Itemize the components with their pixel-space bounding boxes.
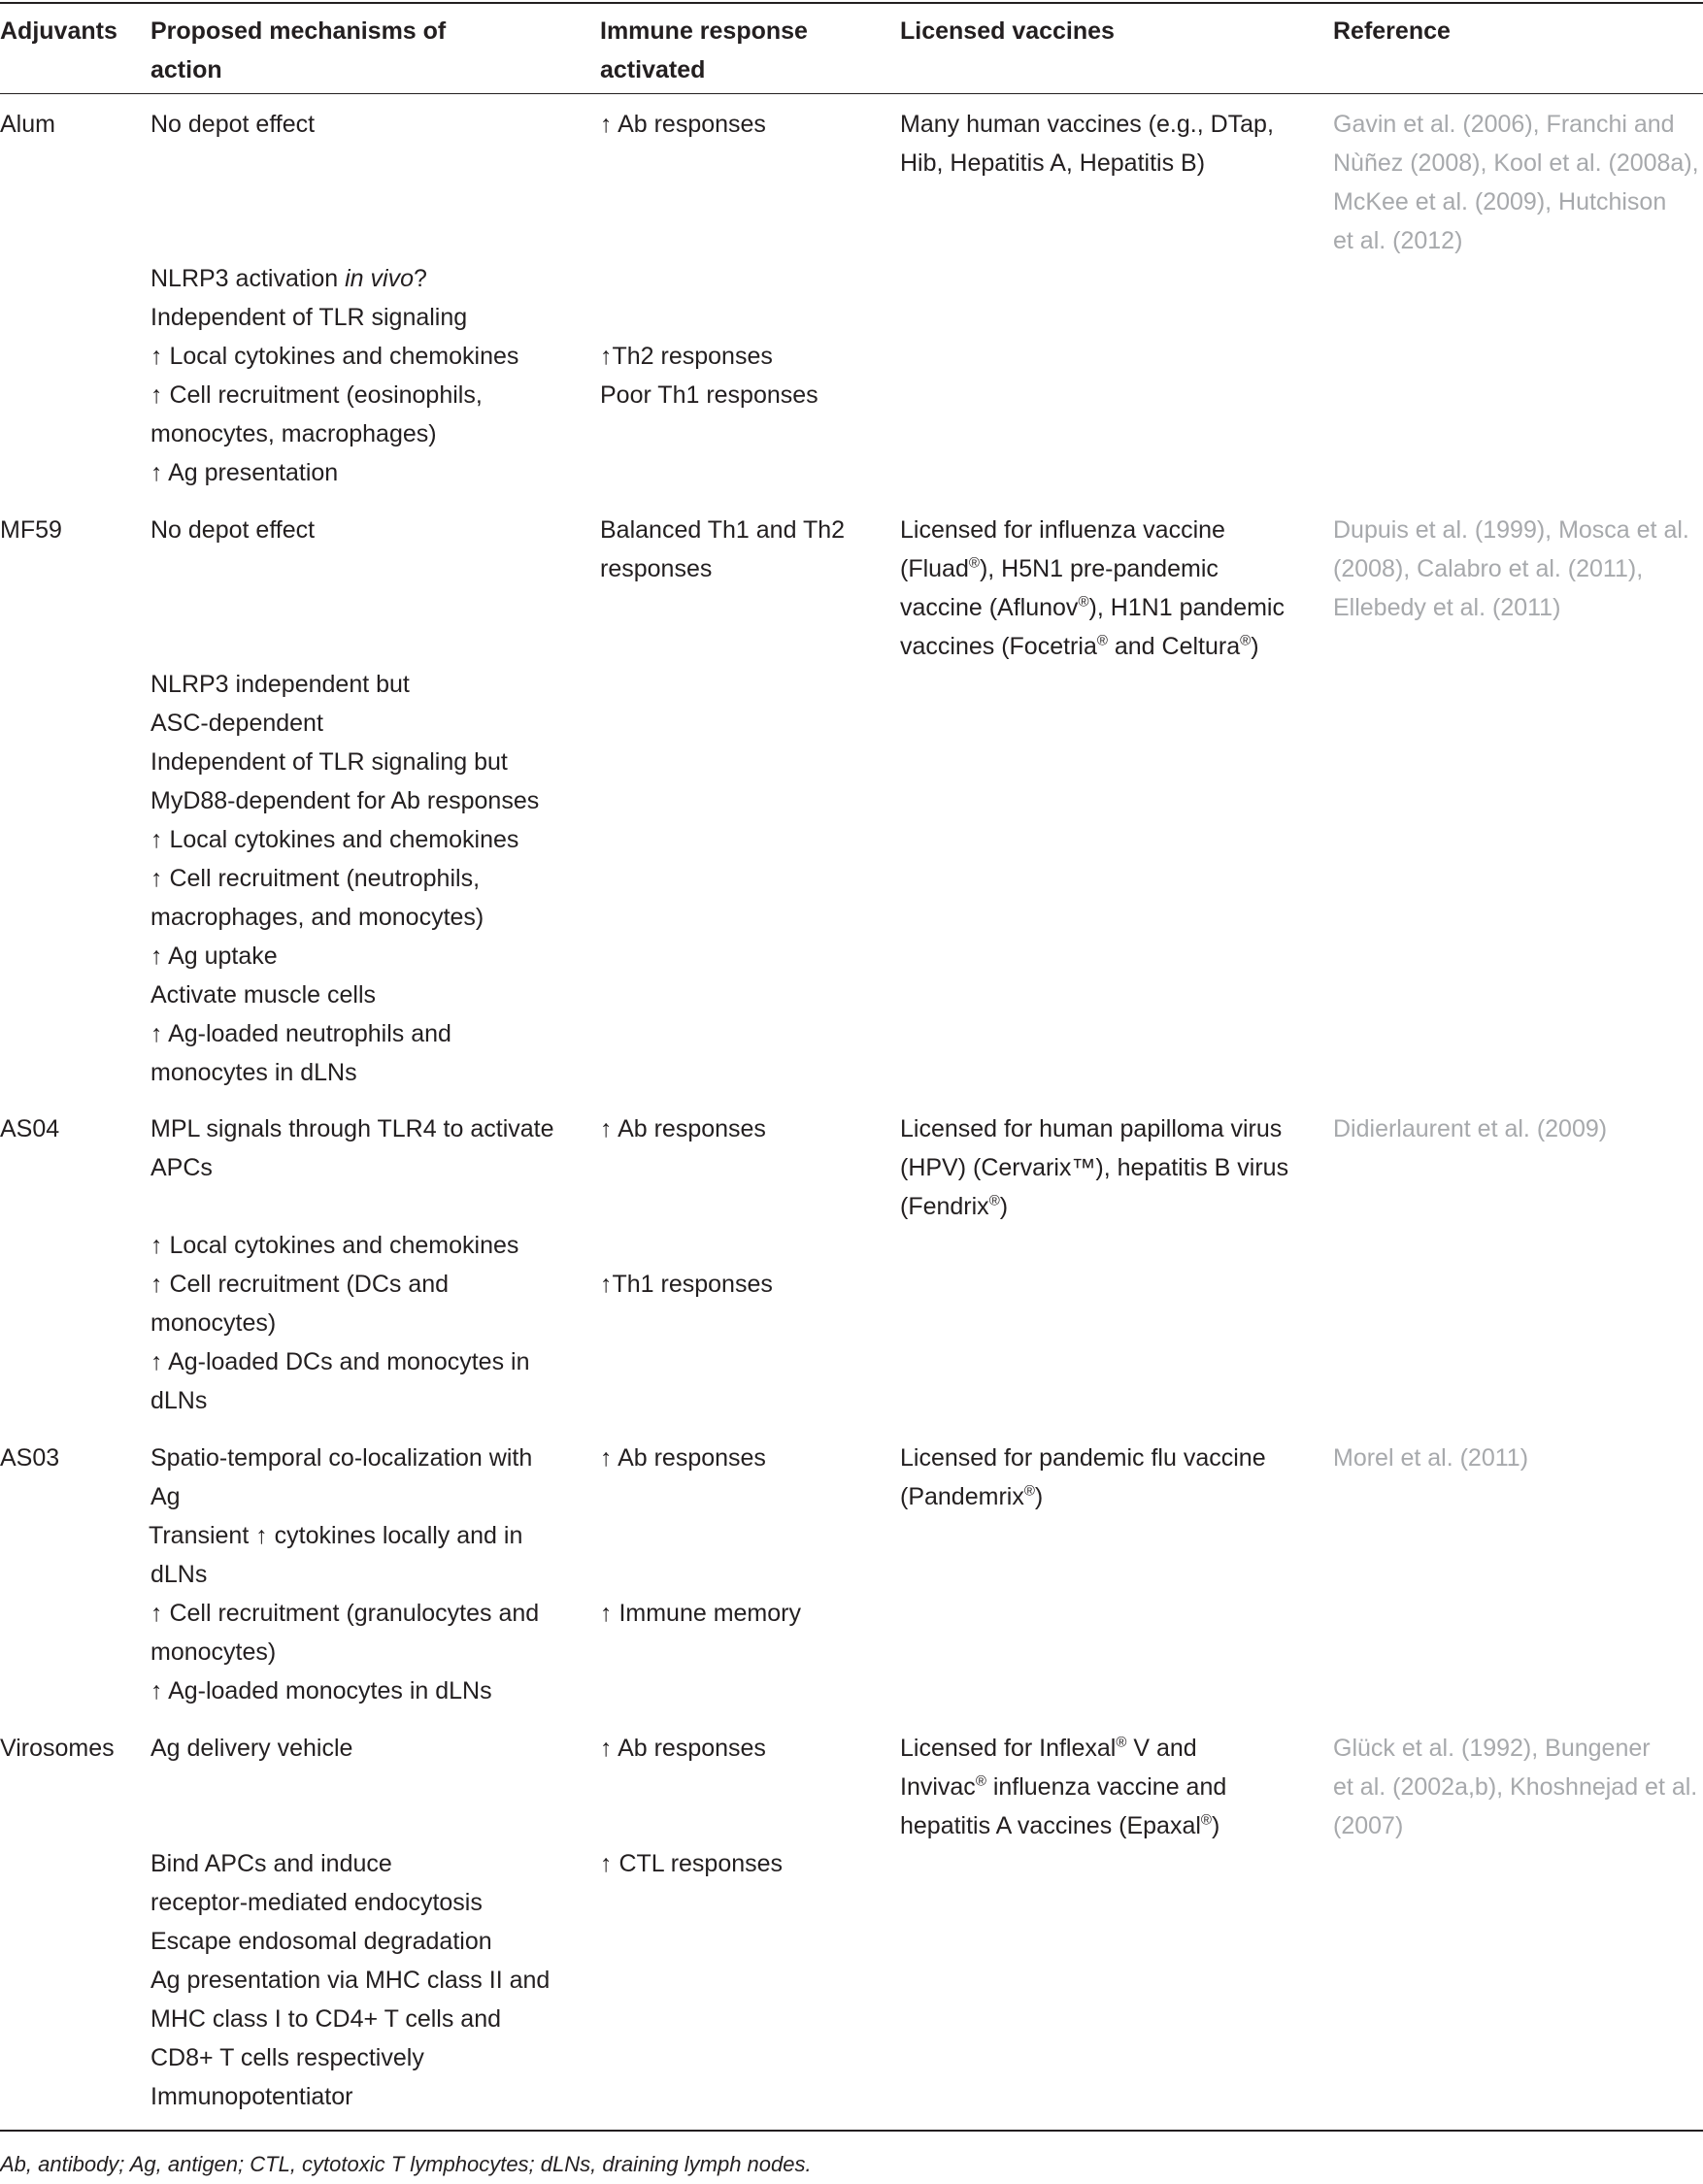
as04-reference: Didierlaurent et al. (2009) — [1333, 1115, 1608, 1142]
alum-mechanism: ↑ Ag presentation — [150, 459, 339, 486]
as04-mechanism: ↑ Local cytokines and chemokines — [150, 1232, 519, 1259]
mf59-mechanism: No depot effect — [150, 516, 316, 544]
as03-mechanism: Ag — [150, 1483, 181, 1510]
table-footnote: Ab, antibody; Ag, antigen; CTL, cytotoxic T lymphocytes; dLNs, draining lymph nodes. — [0, 2152, 812, 2176]
as03-licensed-vaccines: Licensed for pandemic flu vaccine — [900, 1444, 1266, 1472]
mf59-licensed-vaccines: vaccine (Aflunov®), H1N1 pandemic — [900, 593, 1285, 621]
as04-licensed-vaccines: (Fendrix®) — [900, 1192, 1009, 1220]
virosomes-licensed-vaccines: Invivac® influenza vaccine and — [900, 1772, 1227, 1801]
adjuvant-name-alum: Alum — [0, 111, 55, 138]
adjuvant-name-as03: AS03 — [0, 1444, 60, 1472]
as04-mechanism: ↑ Cell recruitment (DCs and — [150, 1271, 450, 1298]
adjuvant-name-virosomes: Virosomes — [0, 1735, 115, 1762]
mf59-licensed-vaccines: Licensed for influenza vaccine — [900, 516, 1225, 544]
mf59-mechanism: Independent of TLR signaling but — [150, 748, 508, 776]
virosomes-mechanism: receptor-mediated endocytosis — [150, 1889, 483, 1916]
as03-mechanism: dLNs — [150, 1561, 208, 1588]
alum-reference: McKee et al. (2009), Hutchison — [1333, 188, 1667, 215]
mf59-mechanism: ↑ Local cytokines and chemokines — [150, 826, 519, 853]
virosomes-reference: et al. (2002a,b), Khoshnejad et al. — [1333, 1773, 1698, 1801]
as03-licensed-vaccines: (Pandemrix®) — [900, 1482, 1044, 1510]
mf59-mechanism: macrophages, and monocytes) — [150, 904, 484, 931]
alum-mechanism: ↑ Local cytokines and chemokines — [150, 343, 519, 370]
table-bottom-rule — [0, 2130, 1703, 2132]
virosomes-mechanism: Immunopotentiator — [150, 2083, 353, 2110]
as03-mechanism: Spatio-temporal co-localization with — [150, 1444, 533, 1472]
alum-licensed-vaccines: Hib, Hepatitis A, Hepatitis B) — [900, 149, 1206, 177]
as04-immune-response: ↑Th1 responses — [600, 1271, 773, 1298]
as04-mechanism: ↑ Ag-loaded DCs and monocytes in — [150, 1348, 530, 1375]
virosomes-mechanism: CD8+ T cells respectively — [150, 2044, 424, 2071]
as03-mechanism: Transient ↑ cytokines locally and in — [149, 1522, 523, 1549]
virosomes-reference: Glück et al. (1992), Bungener — [1333, 1735, 1651, 1762]
virosomes-mechanism: Bind APCs and induce — [150, 1850, 392, 1877]
virosomes-licensed-vaccines: Licensed for Inflexal® V and — [900, 1734, 1197, 1762]
header-rule — [0, 93, 1703, 94]
mf59-mechanism: Activate muscle cells — [150, 981, 377, 1009]
virosomes-immune-response: ↑ Ab responses — [600, 1735, 766, 1762]
alum-immune-response: Poor Th1 responses — [600, 381, 818, 409]
header-immune-line1: Immune response — [600, 17, 808, 45]
table-top-rule — [0, 2, 1703, 4]
as03-mechanism: ↑ Cell recruitment (granulocytes and — [150, 1600, 540, 1627]
mf59-mechanism: ASC-dependent — [150, 710, 323, 737]
header-adjuvants: Adjuvants — [0, 17, 117, 45]
mf59-mechanism: ↑ Ag-loaded neutrophils and — [150, 1020, 451, 1047]
virosomes-mechanism: Ag presentation via MHC class II and — [150, 1967, 551, 1994]
mf59-mechanism: monocytes in dLNs — [150, 1059, 357, 1086]
as04-mechanism: monocytes) — [150, 1309, 277, 1337]
as03-mechanism: monocytes) — [150, 1638, 277, 1666]
virosomes-reference: (2007) — [1333, 1812, 1404, 1839]
virosomes-licensed-vaccines: hepatitis A vaccines (Epaxal®) — [900, 1811, 1220, 1839]
header-immune-line2: activated — [600, 56, 706, 83]
alum-mechanism: NLRP3 activation in vivo? — [150, 265, 427, 292]
as04-mechanism: MPL signals through TLR4 to activate — [150, 1115, 554, 1142]
header-licensed-vaccines: Licensed vaccines — [900, 17, 1115, 45]
as03-immune-response: ↑ Ab responses — [600, 1444, 766, 1472]
mf59-reference: (2008), Calabro et al. (2011), — [1333, 555, 1644, 582]
as03-reference: Morel et al. (2011) — [1333, 1444, 1529, 1472]
virosomes-immune-response: ↑ CTL responses — [600, 1850, 784, 1877]
as03-mechanism: ↑ Ag-loaded monocytes in dLNs — [150, 1677, 492, 1704]
mf59-mechanism: ↑ Cell recruitment (neutrophils, — [150, 865, 481, 892]
mf59-mechanism: MyD88-dependent for Ab responses — [150, 787, 540, 814]
mf59-mechanism: ↑ Ag uptake — [150, 943, 278, 970]
alum-mechanism: Independent of TLR signaling — [150, 304, 468, 331]
header-reference: Reference — [1333, 17, 1451, 45]
virosomes-mechanism: Escape endosomal degradation — [150, 1928, 492, 1955]
as04-licensed-vaccines: (HPV) (Cervarix™), hepatitis B virus — [900, 1154, 1289, 1181]
alum-immune-response: ↑Th2 responses — [600, 343, 773, 370]
alum-reference: Nùñez (2008), Kool et al. (2008a), — [1333, 149, 1699, 177]
mf59-immune-response: responses — [600, 555, 713, 582]
mf59-reference: Ellebedy et al. (2011) — [1333, 594, 1561, 621]
mf59-mechanism: NLRP3 independent but — [150, 671, 410, 698]
virosomes-mechanism: Ag delivery vehicle — [150, 1735, 353, 1762]
mf59-licensed-vaccines: vaccines (Focetria® and Celtura®) — [900, 632, 1259, 660]
adjuvant-name-mf59: MF59 — [0, 516, 62, 544]
alum-mechanism: monocytes, macrophages) — [150, 420, 437, 447]
adjuvant-name-as04: AS04 — [0, 1115, 60, 1142]
virosomes-mechanism: MHC class I to CD4+ T cells and — [150, 2005, 502, 2033]
as04-licensed-vaccines: Licensed for human papilloma virus — [900, 1115, 1283, 1142]
alum-reference: Gavin et al. (2006), Franchi and — [1333, 111, 1675, 138]
header-mechanisms-line2: action — [150, 56, 222, 83]
as04-mechanism: dLNs — [150, 1387, 208, 1414]
alum-reference: et al. (2012) — [1333, 227, 1463, 254]
alum-immune-response: ↑ Ab responses — [600, 111, 766, 138]
as04-immune-response: ↑ Ab responses — [600, 1115, 766, 1142]
mf59-licensed-vaccines: (Fluad®), H5N1 pre-pandemic — [900, 554, 1219, 582]
header-mechanisms-line1: Proposed mechanisms of — [150, 17, 447, 45]
mf59-reference: Dupuis et al. (1999), Mosca et al. — [1333, 516, 1689, 544]
alum-mechanism: ↑ Cell recruitment (eosinophils, — [150, 381, 483, 409]
as04-mechanism: APCs — [150, 1154, 213, 1181]
alum-licensed-vaccines: Many human vaccines (e.g., DTap, — [900, 111, 1274, 138]
mf59-immune-response: Balanced Th1 and Th2 — [600, 516, 846, 544]
alum-mechanism: No depot effect — [150, 111, 316, 138]
as03-immune-response: ↑ Immune memory — [600, 1600, 801, 1627]
